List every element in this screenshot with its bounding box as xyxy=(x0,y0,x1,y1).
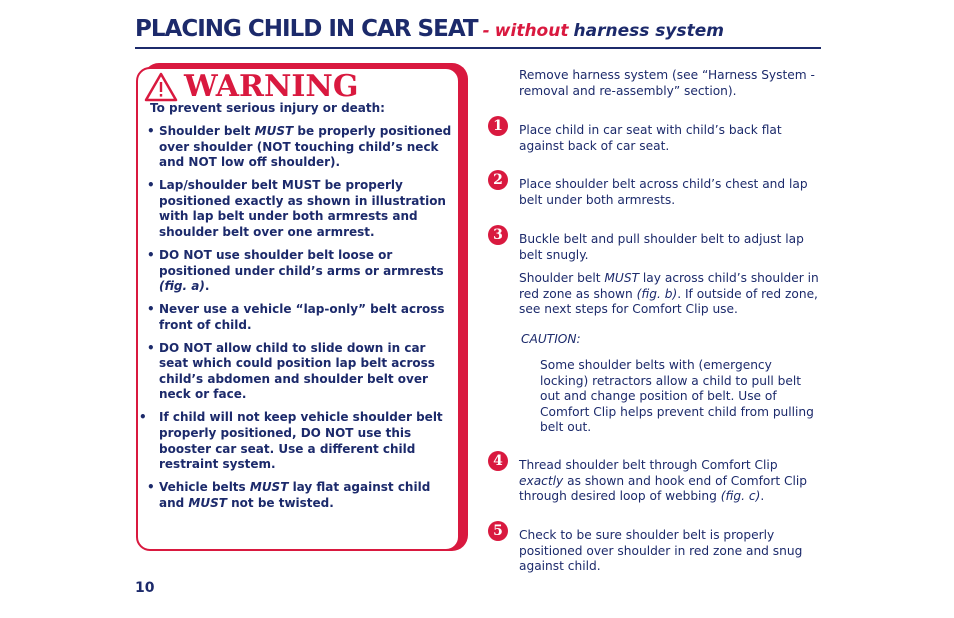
instructions-intro: Remove harness system (see “Harness System - removal and re-assembly” section). xyxy=(519,68,815,98)
warning-item: • If child will not keep vehicle shoulder belt properly positioned, DO NOT use this booster car seat. Use a different child restraint system. xyxy=(139,410,443,472)
warning-item: • Shoulder belt MUST be properly positioned over shoulder (NOT touching child’s neck and NOT low off shoulder). xyxy=(147,124,452,170)
step-3-text: Buckle belt and pull shoulder belt to adjust lap belt snugly. xyxy=(519,232,804,262)
warning-intro: To prevent serious injury or death: xyxy=(150,101,385,115)
page-number: 10 xyxy=(135,580,155,596)
warning-item: • Vehicle belts MUST lay flat against child and MUST not be twisted. xyxy=(147,480,431,510)
title-rule xyxy=(135,47,821,49)
step-1-text: Place child in car seat with child’s back flat against back of car seat. xyxy=(519,123,782,153)
step-number-3: 3 xyxy=(488,225,508,245)
page-title xyxy=(135,16,825,42)
step-4-text: Thread shoulder belt through Comfort Clip exactly as shown and hook end of Comfort Clip through desired loop of webbing (fig. c). xyxy=(519,458,808,504)
warning-item: • Never use a vehicle “lap-only” belt across front of child. xyxy=(147,302,445,332)
caution-label: CAUTION: xyxy=(521,332,581,346)
warning-item: • DO NOT allow child to slide down in car seat which could position lap belt across child’s abdomen and shoulder belt over neck or face. xyxy=(147,340,435,402)
page-title-sub: harness system xyxy=(573,21,724,41)
warning-triangle-icon xyxy=(144,71,178,103)
warning-list xyxy=(139,124,452,519)
warning-item: • Lap/shoulder belt MUST be properly positioned exactly as shown in illustration with lap belt under both armrests and shoulder belt over one armrest. xyxy=(147,178,446,239)
step-3-detail: Shoulder belt MUST lay across child’s shoulder in red zone as shown (fig. b). If outside of red zone, see next steps for Comfort Clip use. xyxy=(519,271,819,317)
page-title-sub-emphasis: without xyxy=(494,21,569,41)
step-number-4: 4 xyxy=(488,451,508,471)
step-number-2: 2 xyxy=(488,170,508,190)
step-2-text: Place shoulder belt across child’s chest and lap belt under both armrests. xyxy=(519,177,808,207)
step-number-5: 5 xyxy=(488,521,508,541)
page-title-dash: - xyxy=(482,21,490,41)
page-title-main: PLACING CHILD IN CAR SEAT xyxy=(135,16,478,42)
step-5-text: Check to be sure shoulder belt is properly positioned over shoulder in red zone and snug against child. xyxy=(519,528,803,574)
step-number-1: 1 xyxy=(488,116,508,136)
caution-text: Some shoulder belts with (emergency locking) retractors allow a child to pull belt out and change position of belt. Use of Comfort Clip helps prevent child from pulling belt out. xyxy=(540,358,814,435)
warning-word: WARNING xyxy=(184,69,359,104)
warning-item: • DO NOT use shoulder belt loose or positioned under child’s arms or armrests (fig. a). xyxy=(147,247,444,294)
warning-heading xyxy=(144,71,358,103)
